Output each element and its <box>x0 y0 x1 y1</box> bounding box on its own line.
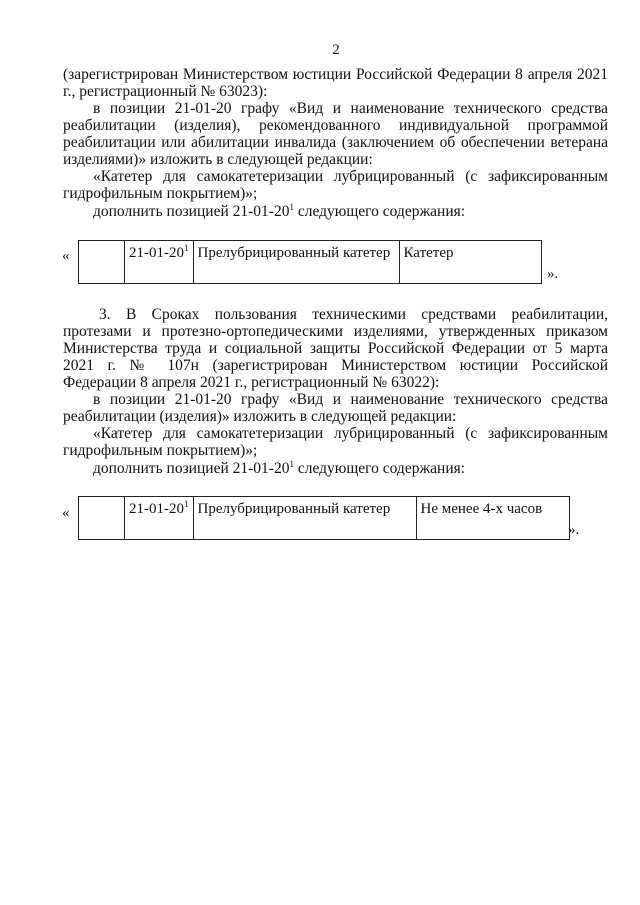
add-position-paragraph <box>63 203 608 220</box>
table-row <box>79 497 570 540</box>
table-row <box>79 241 542 284</box>
table-cell-empty <box>79 497 125 540</box>
table-cell-name: Прелубрицированный катетер <box>193 497 416 540</box>
quote-paragraph: «Катетер для самокатетеризации лубрицированный (с зафиксированным гидрофильным покрытием)»; <box>63 168 608 202</box>
insertion-table <box>78 240 542 284</box>
table-open-quote: « <box>62 505 70 521</box>
code-text: 21-01-20 <box>129 501 184 517</box>
table-open-quote: « <box>62 248 70 264</box>
code-superscript: 1 <box>184 499 189 509</box>
table-cell-name: Прелубрицированный катетер <box>193 241 399 284</box>
superscript: 1 <box>289 458 294 469</box>
table-close-quote: ». <box>547 266 559 282</box>
add-position-suffix: следующего содержания: <box>293 460 466 477</box>
section-3-add-position-paragraph <box>63 460 608 477</box>
code-superscript: 1 <box>184 243 189 253</box>
table-close-quote: ». <box>568 522 580 538</box>
table-cell-empty <box>79 241 125 284</box>
add-position-suffix: следующего содержания: <box>293 203 466 220</box>
section-3-quote-paragraph: «Катетер для самокатетеризации лубрицированный (с зафиксированным гидрофильным покрытием)»; <box>63 425 608 459</box>
table-cell-value: Катетер <box>399 241 541 284</box>
add-position-prefix: дополнить позицией 21-01-20 <box>93 203 290 220</box>
section-3-intro-paragraph: 3. В Сроках пользования техническими средствами реабилитации, протезами и протезно-ортопедическими изделиями, утвержденных приказом Министерства труда и социальной защиты Российской Федерации от 5 марта 2021 г. № 107н (зарегистрирован Министерством юстиции Российской Федерации 8 апреля 2021 г., регистрационный № 63022): <box>63 306 608 391</box>
registration-paragraph: (зарегистрирован Министерством юстиции Российской Федерации 8 апреля 2021 г., регистрационный № 63023): <box>63 66 608 100</box>
code-text: 21-01-20 <box>129 245 184 261</box>
add-position-prefix: дополнить позицией 21-01-20 <box>93 460 290 477</box>
page-number: 2 <box>332 42 340 58</box>
superscript: 1 <box>289 201 294 212</box>
section-3-position-paragraph: в позиции 21-01-20 графу «Вид и наименование технического средства реабилитации (изделия)» изложить в следующей редакции: <box>63 391 608 425</box>
table-cell-value: Не менее 4-х часов <box>416 497 569 540</box>
table-cell-code <box>125 241 194 284</box>
insertion-table <box>78 496 570 540</box>
table-cell-code <box>125 497 194 540</box>
position-paragraph: в позиции 21-01-20 графу «Вид и наименование технического средства реабилитации (изделия), рекомендованного индивидуальной программой реабилитации или абилитации инвалида (заключением об обеспечении ветерана изделиями)» изложить в следующей редакции: <box>63 100 608 168</box>
